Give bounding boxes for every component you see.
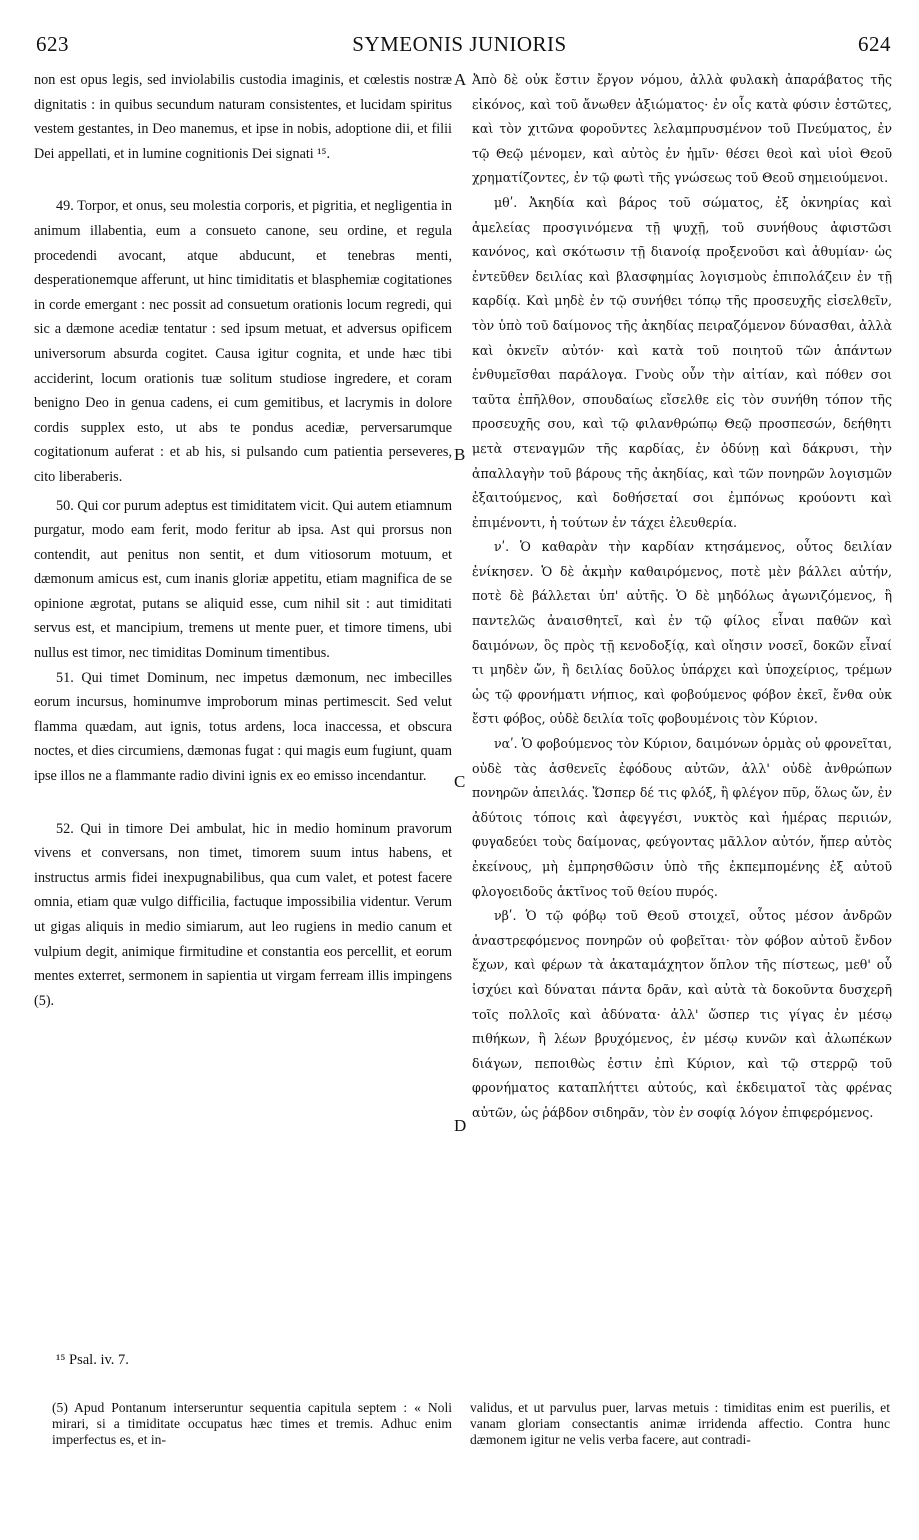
greek-paragraph: νʹ. Ὁ καθαρὰν τὴν καρδίαν κτησάμενος, οὗτος δειλίαν ἐνίκησεν. Ὁ δὲ ἀκμὴν καθαιρόμενος, ποτὲ μὲν βάλλει αὐτήν, ποτὲ δὲ βάλλεται ὑπ' αὐτῆς. Ὁ δὲ μηδόλως ἀγωνιζόμενος, ἢ παντελῶς ἀναισθητεῖ, καὶ ἐν τῷ φίλος εἶναι παθῶν καὶ δαιμόνων, ὃς πρὸς τῇ κενοδοξίᾳ, καὶ οἴησιν νοσεῖ, δοκῶν εἶναί τι μηδὲν ὤν, ἢ δειλίας δοῦλος ὑπάρχει καὶ ὑποχείριος, τρέμων ὡς τῷ φρονήματι νήπιος, καὶ φοβούμενος φόβον ἐκεῖ, ἔνθα οὐκ ἔστι φόβος, οὐδὲ δειλία τοῖς φοβουμένοις τὸν Κύριον. — [472, 539, 892, 727]
footnote-left — [52, 1400, 452, 1448]
footnote-text: validus, et ut parvulus puer, larvas metuis : timiditas enim est puerilis, et vanam gloriam consectantis animæ irridenda affectio. Contra hunc dæmonem igitur ne velis verba facere, aut contradi- — [470, 1400, 890, 1447]
margin-letter: D — [454, 1116, 467, 1135]
greek-paragraph: νβʹ. Ὁ τῷ φόβῳ τοῦ Θεοῦ στοιχεῖ, οὗτος μέσον ἀνδρῶν ἀναστρεφόμενος πονηρῶν οὐ φοβεῖται· τὸν φόβον αὐτοῦ ἔνδον ἔχων, καὶ φέρων τὰ ἀκαταμάχητον ὅπλον τῆς πίστεως, μεθ' οὗ ἰσχύει καὶ δύναται πάντα δρᾶν, καὶ αὐτὰ τὰ δοκοῦντα δυσχερῆ τοῖς πολλοῖς καὶ ἀδύνατα· ἀλλ' ὥσπερ τις γίγας ἐν μέσῳ πιθήκων, ἢ λέων βρυχόμενος, ἐν μέσῳ κυνῶν καὶ ἀλωπέκων διάγων, πεποιθὼς ἐστιν ἐπὶ Κύριον, καὶ τῷ στερρῷ τοῦ φρονήματος καταπλήττει αὐτούς, καὶ ἐκδειματοῖ τὰς φρένας αὐτῶν, ὡς ῥάβδον σιδηρᾶν, τὸν ἐν σοφίᾳ λόγον ἐπιφερόμενος. — [472, 908, 892, 1120]
greek-paragraph: Ἀπὸ δὲ οὐκ ἔστιν ἔργον νόμου, ἀλλὰ φυλακὴ ἀπαράβατος τῆς εἰκόνος, καὶ τοῦ ἄνωθεν ἀξιώματος· ἐν οἷς κατὰ φύσιν ἑστῶτες, καὶ τὸν χιτῶνα φοροῦντες λελαμπρυσμένον τοῦ Πνεύματος, ἐν τῷ Θεῷ μένομεν, καὶ αὐτὸς ἐν ἡμῖν· θέσει θεοὶ καὶ υἱοὶ Θεοῦ χρηματίζοντες, ἐν τῷ φωτὶ τῆς γνώσεως τοῦ Θεοῦ σημειούμενοι. — [472, 72, 892, 186]
margin-letter: B — [454, 445, 466, 464]
latin-paragraph: 51. Qui timet Dominum, nec impetus dæmonum, nec imbecilles eorum incursus, hominumve improborum minas pertimescit. Sed velut flamma quædam, aut ignis, totus ardens, loca inaccessa, et obscura noctes, et dies circumiens, dæmonas fugat : qui magis eum fugiunt, quam ipse illos ne a flammante radio divini ignis ex eo emisso incendantur. — [34, 669, 452, 785]
scripture-reference: ¹⁵ Psal. iv. 7. — [56, 1352, 129, 1368]
latin-paragraph: 52. Qui in timore Dei ambulat, hic in medio hominum pravorum vivens et conversans, non timet, timorem suum intus habens, et instructus armis fidei inexpugnabilibus, qua cum valet, et potest facere omnia, etiam quæ vulgo difficilia, factuque impossibilia videntur. Verum ut gigas aliquis in medio simiarum, aut leo rugiens in medio canum et vulpium degit, animique firmitudine et constantia eos percellit, et eorum mentes exterret, sermonem in sapientia ut virgam ferream illis impingens (5). — [34, 820, 452, 1009]
running-title: SYMEONIS JUNIORIS — [352, 32, 567, 56]
greek-column — [472, 68, 892, 1126]
latin-column — [34, 68, 452, 1013]
latin-paragraph: 49. Torpor, et onus, seu molestia corporis, et pigritia, et negligentia in animum illabentia, eum a consueto canone, seu ordine, et regula procedendi avocant, atque abducunt, et tenebras menti, desperationemque afferunt, ut hinc timiditatis et blasphemiæ cogitationes in corde emergant : nec possit ad consuetum orationis locum regredi, qui sic a dæmone acediæ tentatur : sed ipsum metuat, et adversus opificem universorum absurda cogitet. Causa igitur cognita, et unde hæc tibi acciderint, locum orationis tuæ solitum studiose ingredere, et coram benigno Deo in genua cadens, ei cum gemitibus, et lacrymis in dolore cordis supplex esto, ut abs te pondus acediæ, perversarumque cogitationum auferat : et ab his, si pulsando cum patientia perseveres, cito liberaberis. — [34, 198, 452, 485]
latin-paragraph: 50. Qui cor purum adeptus est timiditatem vicit. Qui autem etiamnum purgatur, modo eam ferit, modo feritur ab ipsa. Ast qui prorsus non contendit, aut penitus non sentit, et dum vitiosorum motuum, et dæmonum amicus est, cum inanis gloriæ appetitu, etiam magnifica de se opinione ægrotat, putans se aliquid esse, cum nihil sit : aut timiditati servus est, et mancipium, tremens ut mente puer, et timore timens, ubi nullus est timor, nec timiditas Dominum timentibus. — [34, 497, 452, 662]
page-number-left: 623 — [36, 32, 69, 56]
greek-paragraph: ναʹ. Ὁ φοβούμενος τὸν Κύριον, δαιμόνων ὁρμὰς οὐ φρονεῖται, οὐδὲ τὰς ἀσθενεῖς ἐφόδους αὐτῶν, ἀλλ' οὐδὲ ἀνθρώπων πονηρῶν ἀπειλάς. Ὥσπερ δέ τις φλόξ, ἢ φλέγον πῦρ, ὅλως ὤν, ἐν ἀδύτοις τόποις καὶ ἀφεγγέσι, νυκτὸς καὶ ἡμέρας περιιών, φυγαδεύει τοὺς δαίμονας, φεύγοντας μᾶλλον αὐτόν, ἤπερ αὐτὸς ἐκείνους, μὴ ἐμπρησθῶσιν ὑπὸ τῆς ἐκπεμπομένης ἐξ αὐτοῦ φλογοειδοῦς ἀκτῖνος τοῦ θείου πυρός. — [472, 736, 892, 899]
page-number-right: 624 — [858, 32, 891, 56]
footnote-right — [470, 1400, 890, 1448]
footnote-text: (5) Apud Pontanum interseruntur sequentia capitula septem : « Noli mirari, si a timiditate occupatus hæc times et tremis. Adhuc enim imperfectus es, et in- — [52, 1400, 452, 1447]
greek-paragraph: μθʹ. Ἀκηδία καὶ βάρος τοῦ σώματος, ἐξ ὀκνηρίας καὶ ἀμελείας προσγινόμενα τῇ ψυχῇ, τοῦ συνήθους ἀφιστῶσι κανόνος, καὶ σκότωσιν τῇ διανοίᾳ προξενοῦσι καὶ ἀθυμίαν· ὡς ἐντεῦθεν δειλίας καὶ βλασφημίας λογισμοὺς ἐπιπολάζειν ἐν τῇ καρδίᾳ. Καὶ μηδὲ ἐν τῷ συνήθει τόπῳ τῆς προσευχῆς εἰσελθεῖν, τὸν ὑπὸ τοῦ δαίμονος τῆς ἀκηδίας πειραζόμενον δύνασθαι, ἀλλὰ καὶ ὀκνεῖν αὐτόν· καὶ κατὰ τοῦ ποιητοῦ τῶν ἁπάντων ἐνθυμεῖσθαι παράλογα. Γνοὺς οὖν τὴν αἰτίαν, καὶ πόθεν σοι ταῦτα ἐπῆλθον, σπουδαίως εἴσελθε εἰς τὸν συνήθη τόπον τῆς προσευχῆς σου, καὶ τῷ φιλανθρώπῳ Θεῷ προσπεσών, δεήθητι μετὰ στεναγμῶν τῆς καρδίας, ἐν ὀδύνῃ καὶ δάκρυσι, τὴν ἀπαλλαγὴν τοῦ βάρους τῆς ἀκηδίας, καὶ τῶν πονηρῶν λογισμῶν ἐξαιτούμενος, καὶ δοθήσεταί σοι ἐμπόνως κρούοντι καὶ ἐπιμένοντι, ἡ τούτων ἐν τάχει ἐλευθερία. — [472, 194, 892, 530]
running-header — [0, 32, 919, 62]
margin-letter: A — [454, 70, 467, 89]
margin-letter: C — [454, 772, 466, 791]
latin-paragraph: non est opus legis, sed inviolabilis custodia imaginis, et cœlestis nostræ dignitatis : in quibus secundum naturam consistentes, et lucidam spiritus vestem gestantes, in Deo manemus, et ipse in nobis, adoptione dii, et filii Dei appellati, et in lumine cognitionis Dei signati ¹⁵. — [34, 72, 452, 162]
